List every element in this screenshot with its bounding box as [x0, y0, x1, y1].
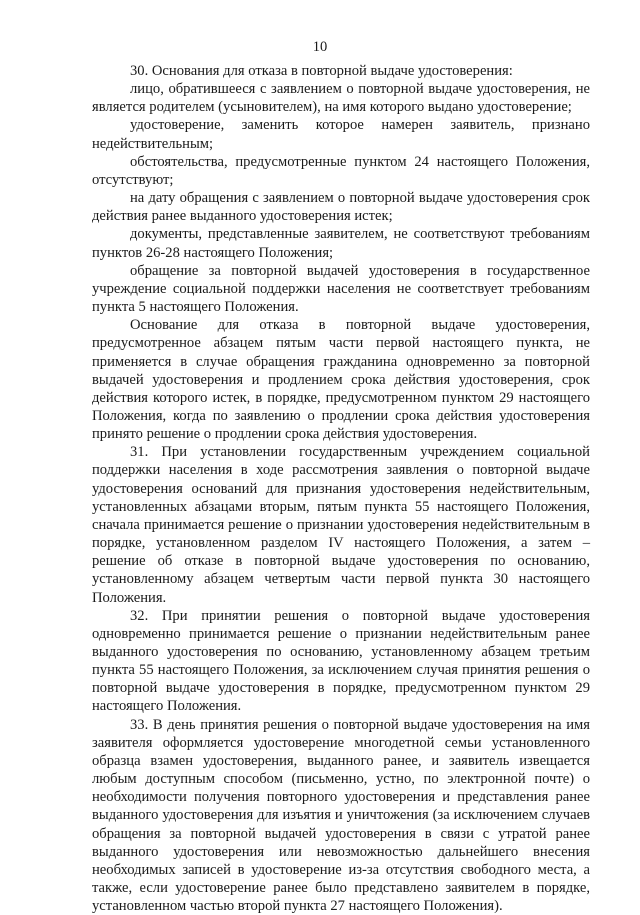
paragraph-30-ground-1: лицо, обратившееся с заявлением о повторной выдаче удостоверения, не является родителем (усыновителем), на имя которого выдано удостоверение; — [92, 81, 590, 116]
paragraph-30-ground-4: на дату обращения с заявлением о повторной выдаче удостоверения срок действия ранее выданного удостоверения истек; — [92, 190, 590, 225]
paragraph-32: 32. При принятии решения о повторной выдаче удостоверения одновременно принимается решение о признании недействительным ранее выданного удостоверения по основанию, установленному абзацем третьим пункта 55 настоящего Положения, за исключением случая принятия решения о повторной выдаче удостоверения в порядке, предусмотренном пунктом 29 настоящего Положения. — [92, 607, 590, 715]
paragraph-30-ground-5: документы, представленные заявителем, не соответствуют требованиям пунктов 26-28 настоящего Положения; — [92, 226, 590, 261]
document-body — [92, 62, 590, 915]
paragraph-30-heading: 30. Основания для отказа в повторной выдаче удостоверения: — [130, 63, 513, 79]
paragraph-30-ground-6: обращение за повторной выдачей удостоверения в государственное учреждение социальной поддержки населения не соответствует требованиям пункта 5 настоящего Положения. — [92, 262, 590, 316]
page-number: 10 — [312, 39, 328, 55]
paragraph-33: 33. В день принятия решения о повторной выдаче удостоверения на имя заявителя оформляется удостоверение многодетной семьи установленного образца взамен удостоверения, выданного ранее, и заявитель извещается любым доступным способом (письменно, устно, по электронной почте) о необходимости получения повторного удостоверения и представления ранее выданного удостоверения для изъятия и уничтожения (за исключением случаев обращения за повторной выдачей удостоверения в связи с утратой ранее выданного удостоверения или невозможностью дальнейшего внесения необходимых записей в удостоверение из-за отсутствия свободного места, а также, если удостоверение ранее было представлено заявителем в порядке, установленном частью второй пункта 27 настоящего Положения). — [92, 716, 590, 915]
paragraph-30-ground-3: обстоятельства, предусмотренные пунктом 24 настоящего Положения, отсутствуют; — [92, 153, 590, 188]
paragraph-30-exception: Основание для отказа в повторной выдаче удостоверения, предусмотренное абзацем пятым части первой настоящего пункта, не применяется в случае обращения гражданина одновременно за повторной выдачей удостоверения и продлением срока действия удостоверения, срок действия которого истек, в порядке, предусмотренном пунктом 29 настоящего Положения, когда по заявлению о продлении срока действия удостоверения принято решение о продлении срока действия удостоверения. — [92, 317, 590, 443]
paragraph-30-ground-2: удостоверение, заменить которое намерен заявитель, признано недействительным; — [92, 117, 590, 152]
paragraph-31: 31. При установлении государственным учреждением социальной поддержки населения в ходе рассмотрения заявления о повторной выдаче удостоверения оснований для признания удостоверения недействительным, установленных абзацами вторым, пятым пункта 55 настоящего Положения, сначала принимается решение о признании удостоверения недействительным в порядке, установленном разделом IV настоящего Положения, а затем – решение об отказе в повторной выдаче удостоверения по основанию, установленному абзацем четвертым части первой пункта 30 настоящего Положения. — [92, 444, 590, 606]
